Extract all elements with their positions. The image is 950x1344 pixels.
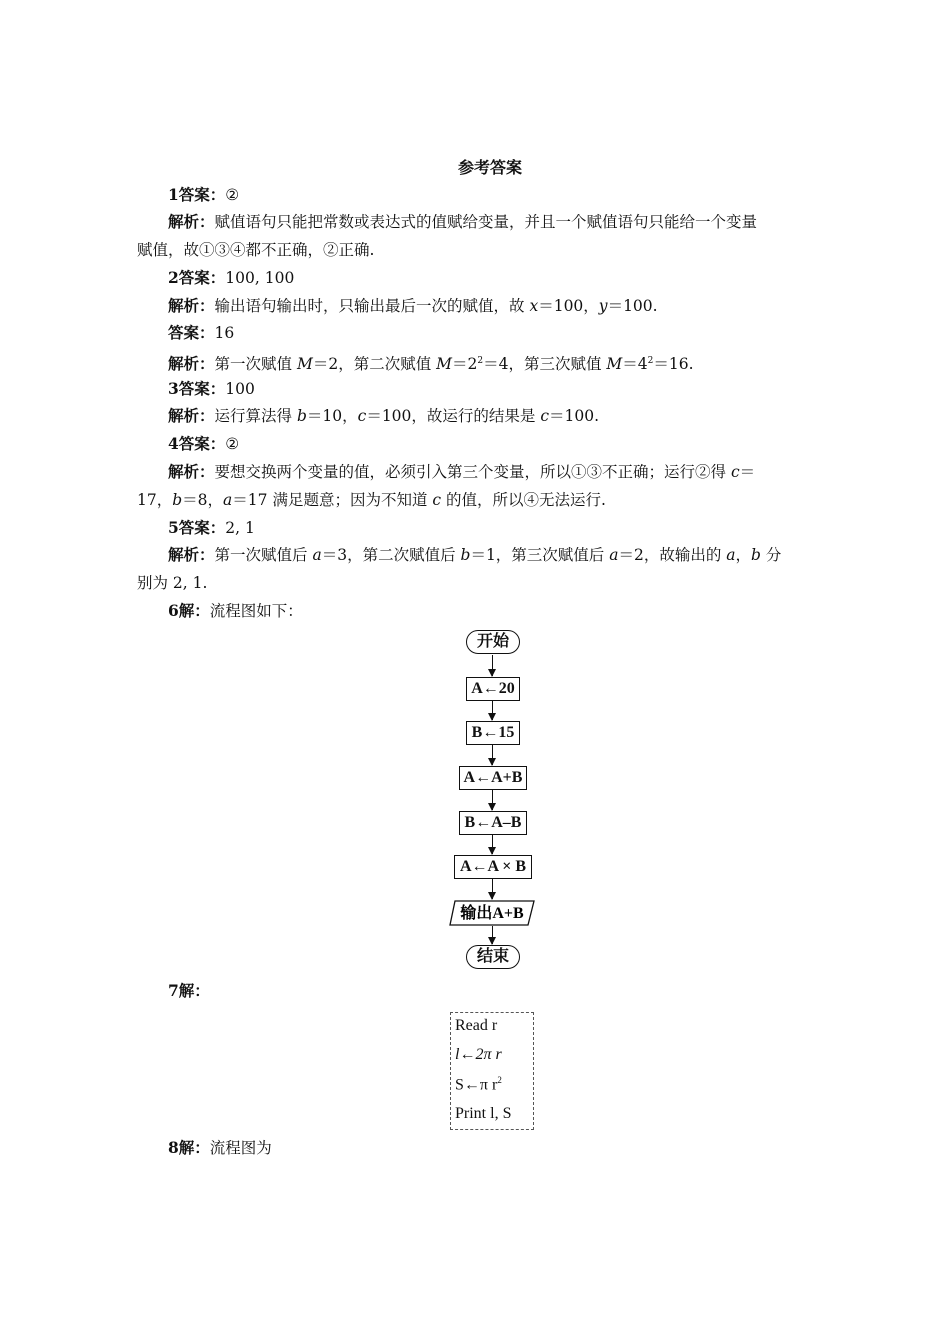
- code-line-area-sup: 2: [497, 1075, 502, 1085]
- q4-label: 4答案：: [168, 434, 226, 453]
- q2b-explanation: [168, 351, 694, 374]
- q5-jx-f: 分: [760, 546, 782, 564]
- q5-jx-d: ＝2，故输出的: [618, 546, 727, 564]
- q2-answer-line: [168, 268, 294, 288]
- q6-text: 流程图如下：: [209, 602, 303, 620]
- q2b-jx-f: ＝16.: [653, 355, 694, 374]
- q5-answer: 2, 1: [225, 519, 255, 537]
- flowchart: [440, 625, 550, 975]
- q4-l2-c: ＝17 满足题意；因为不知道: [232, 491, 433, 509]
- page-title: 参考答案: [457, 158, 522, 177]
- q3-jx-a: 运行算法得: [214, 407, 297, 425]
- q5-var-a1: a: [312, 546, 322, 564]
- q7-line: [168, 981, 210, 1001]
- flow-arrow: [492, 879, 493, 899]
- q4-explanation-line1: [168, 462, 755, 482]
- q2-jx-b: ＝100，: [538, 297, 599, 315]
- code-line-print: Print l, S: [455, 1105, 512, 1122]
- flow-step-a-product: A←A × B: [454, 855, 532, 879]
- q5-var-b1: b: [460, 546, 471, 564]
- flow-arrow: [492, 926, 493, 944]
- q1-jx-text1: 赋值语句只能把常数或表达式的值赋给变量，并且一个赋值语句只能给一个变量: [214, 213, 758, 231]
- q2b-jx-c: ＝2: [452, 355, 478, 374]
- q2-jx-a: 输出语句输出时，只输出最后一次的赋值，故: [214, 297, 530, 315]
- q2-var-x: x: [529, 297, 539, 315]
- q4-var-b: b: [172, 491, 183, 509]
- q5-var-a2: a: [609, 546, 619, 564]
- q3-jx-c: ＝100，故运行的结果是: [366, 407, 541, 425]
- q5-var-a3: a: [726, 546, 736, 564]
- q2b-jx-e: ＝4: [622, 355, 648, 374]
- q2b-sup2: 2: [647, 356, 654, 366]
- q2-explanation: [168, 296, 658, 316]
- q1-jx-label: 解析：: [168, 212, 215, 231]
- flow-step-b-diff: B←A–B: [459, 811, 527, 835]
- q3-var-b: b: [296, 407, 307, 425]
- q3-explanation: [168, 406, 599, 426]
- q3-var-c1: c: [357, 407, 367, 425]
- q2b-m2: M: [436, 355, 452, 374]
- q2-jx-label: 解析：: [168, 296, 215, 315]
- flow-arrow: [492, 745, 493, 765]
- q2b-jx-b: ＝2，第二次赋值: [312, 355, 437, 374]
- q6-label: 6解：: [168, 601, 210, 620]
- q4-l2-d: 的值，所以④无法运行.: [441, 491, 606, 509]
- q2-answer: 100, 100: [225, 269, 295, 287]
- q2b-jx-label: 解析：: [168, 354, 215, 374]
- q7-label: 7解：: [168, 981, 210, 1000]
- q1-explanation-line2: 赋值，故①③④都不正确，②正确.: [137, 241, 375, 259]
- q5-jx-e: ，: [735, 546, 752, 564]
- q5-jx-c: ＝1，第三次赋值后: [470, 546, 610, 564]
- q4-explanation-line2: [137, 490, 606, 510]
- q1-answer-line: [168, 185, 239, 205]
- flow-output-parallelogram: [449, 900, 535, 926]
- code-line-circumference: l←2π r: [455, 1046, 502, 1063]
- q5-jx-b: ＝3，第二次赋值后: [321, 546, 461, 564]
- code-line-read: Read r: [455, 1017, 498, 1034]
- q3-jx-d: ＝100.: [549, 407, 600, 425]
- q3-label: 3答案：: [168, 379, 226, 398]
- pseudocode-box: [450, 1012, 534, 1130]
- flow-step-a-20: A←20: [466, 677, 520, 701]
- q2b-answer-line: [168, 323, 234, 343]
- q4-jx-label: 解析：: [168, 462, 215, 481]
- q1-label: 1答案：: [168, 185, 226, 204]
- q3-jx-label: 解析：: [168, 406, 215, 425]
- q3-var-c2: c: [540, 407, 550, 425]
- flow-step-a-sum: A←A+B: [459, 766, 527, 790]
- q2b-jx-d: ＝4，第三次赋值: [483, 355, 607, 374]
- q4-answer: ②: [225, 435, 240, 453]
- q3-jx-b: ＝10，: [306, 407, 358, 425]
- q1-answer: ②: [225, 186, 240, 204]
- q2b-label: 答案：: [168, 323, 215, 342]
- q5-label: 5答案：: [168, 518, 226, 537]
- q4-answer-line: [168, 434, 239, 454]
- q5-explanation-line1: [168, 545, 781, 565]
- flow-arrow: [492, 790, 493, 810]
- q8-line: [168, 1138, 272, 1158]
- q4-l2-b: ＝8，: [182, 491, 224, 509]
- q4-jx-a: 要想交换两个变量的值，必须引入第三个变量，所以①③不正确；运行②得: [214, 463, 731, 481]
- q4-jx-b: ＝: [739, 463, 756, 481]
- q6-line: [168, 601, 303, 621]
- q2b-m1: M: [296, 355, 313, 374]
- flow-arrow: [492, 655, 493, 676]
- q3-answer: 100: [225, 380, 255, 398]
- q8-text: 流程图为: [209, 1139, 272, 1157]
- q2b-sup1: 2: [477, 356, 484, 366]
- q5-answer-line: [168, 518, 255, 538]
- flow-end-terminal: 结束: [466, 945, 520, 969]
- q1-explanation-line1: [168, 212, 757, 232]
- flow-output-label: 输出A+B: [460, 905, 524, 922]
- q4-var-c2: c: [432, 491, 442, 509]
- flow-arrow: [492, 701, 493, 720]
- q5-var-b2: b: [751, 546, 761, 564]
- q2b-jx-a: 第一次赋值: [214, 355, 297, 374]
- q4-l2-a: 17，: [137, 491, 173, 509]
- flow-step-b-15: B←15: [466, 721, 520, 745]
- q2-jx-c: ＝100.: [607, 297, 658, 315]
- q5-jx-a: 第一次赋值后: [214, 546, 313, 564]
- code-line-area: [455, 1075, 502, 1094]
- q2-var-y: y: [598, 297, 608, 315]
- q5-jx-label: 解析：: [168, 545, 215, 564]
- flow-start-terminal: 开始: [466, 630, 520, 654]
- code-line-area-text: S←π r: [455, 1076, 498, 1094]
- q3-answer-line: [168, 379, 255, 399]
- q2b-answer: 16: [214, 324, 235, 342]
- q5-explanation-line2: 别为 2, 1.: [137, 574, 208, 592]
- q2b-m3: M: [606, 355, 623, 374]
- q8-label: 8解：: [168, 1138, 210, 1157]
- flow-arrow: [492, 835, 493, 854]
- q2-label: 2答案：: [168, 268, 226, 287]
- q4-var-c: c: [730, 463, 740, 481]
- q4-var-a: a: [223, 491, 233, 509]
